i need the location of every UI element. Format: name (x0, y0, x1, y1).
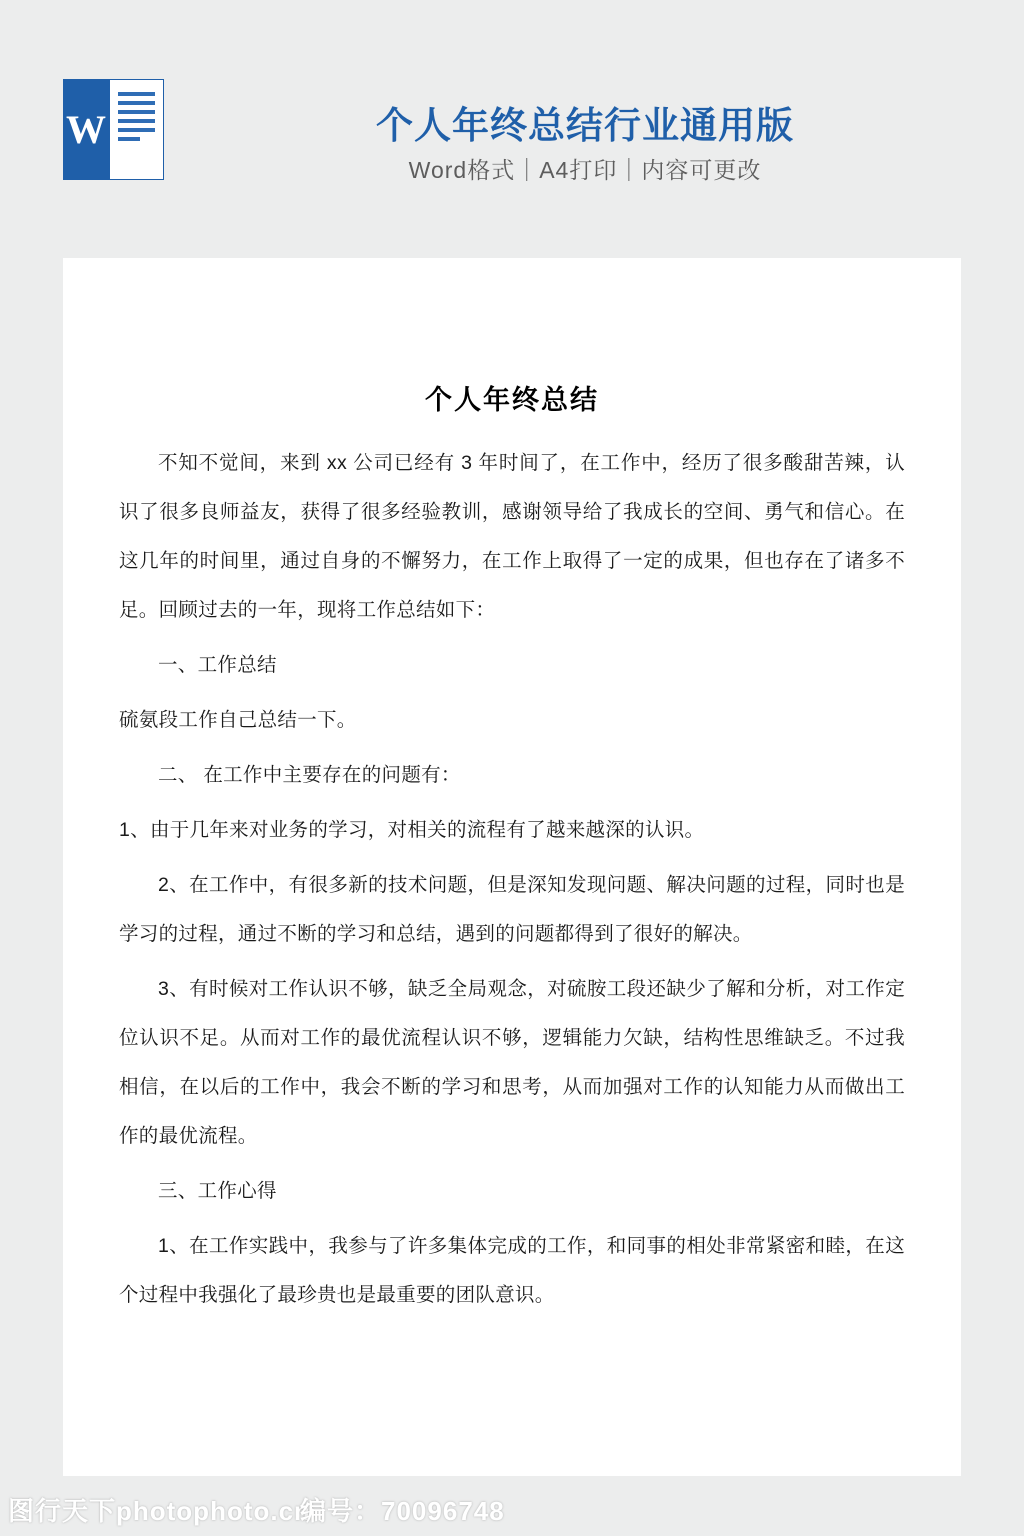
banner-title: 个人年终总结行业通用版 (376, 105, 794, 146)
logo-line (118, 101, 155, 105)
heading-section-2: 二、 在工作中主要存在的问题有： (158, 764, 461, 786)
paragraph-item-3-1: 1、在工作实践中，我参与了许多集体完成的工作，和同事的相处非常紧密和睦，在这个过程中我强化了最珍贵也是最重要的团队意识。 (119, 1235, 905, 1306)
paragraph-intro: 不知不觉间，来到 xx 公司已经有 3 年时间了，在工作中，经历了很多酸甜苦辣，认识了很多良师益友，获得了很多经验教训，感谢领导给了我成长的空间、勇气和信心。在这几年的时间里，通过自身的不懈努力，在工作上取得了一定的成果，但也存在了诸多不足。回顾过去的一年，现将工作总结如下： (119, 452, 905, 621)
logo-line (118, 137, 140, 141)
header-banner (0, 0, 1024, 258)
paragraph-item-2-1: 1、由于几年来对业务的学习，对相关的流程有了越来越深的认识。 (119, 819, 705, 841)
logo-line (118, 128, 155, 132)
paragraph-section-1-body: 硫氨段工作自己总结一下。 (119, 709, 357, 731)
document-title: 个人年终总结 (425, 385, 599, 415)
document-page (63, 258, 961, 1476)
paragraph-item-2-2: 2、在工作中，有很多新的技术问题，但是深知发现问题、解决问题的过程，同时也是学习的过程，通过不断的学习和总结，遇到的问题都得到了很好的解决。 (119, 874, 905, 945)
watermark-id (300, 1491, 505, 1528)
watermark-id-label: 编号： (300, 1496, 382, 1526)
word-logo-letter: W (63, 79, 109, 180)
watermark-id-value: 70096748 (381, 1496, 505, 1526)
logo-line (118, 92, 155, 96)
watermark-text: 图行天下photophoto.cn (8, 1496, 311, 1526)
heading-section-3: 三、工作心得 (158, 1180, 277, 1202)
document-body (63, 417, 961, 1320)
logo-line (118, 119, 155, 123)
logo-line (118, 110, 155, 114)
footer-watermark-bar (0, 1476, 1024, 1536)
paragraph-item-2-3: 3、有时候对工作认识不够，缺乏全局观念，对硫胺工段还缺少了解和分析，对工作定位认识不足。从而对工作的最优流程认识不够，逻辑能力欠缺，结构性思维缺乏。不过我相信，在以后的工作中，我会不断的学习和思考，从而加强对工作的认知能力从而做出工作的最优流程。 (119, 978, 905, 1147)
word-logo-icon (63, 79, 164, 180)
banner-subtitle: Word格式｜A4打印｜内容可更改 (408, 157, 762, 183)
word-logo-lines (109, 79, 164, 180)
heading-section-1: 一、工作总结 (158, 654, 277, 676)
